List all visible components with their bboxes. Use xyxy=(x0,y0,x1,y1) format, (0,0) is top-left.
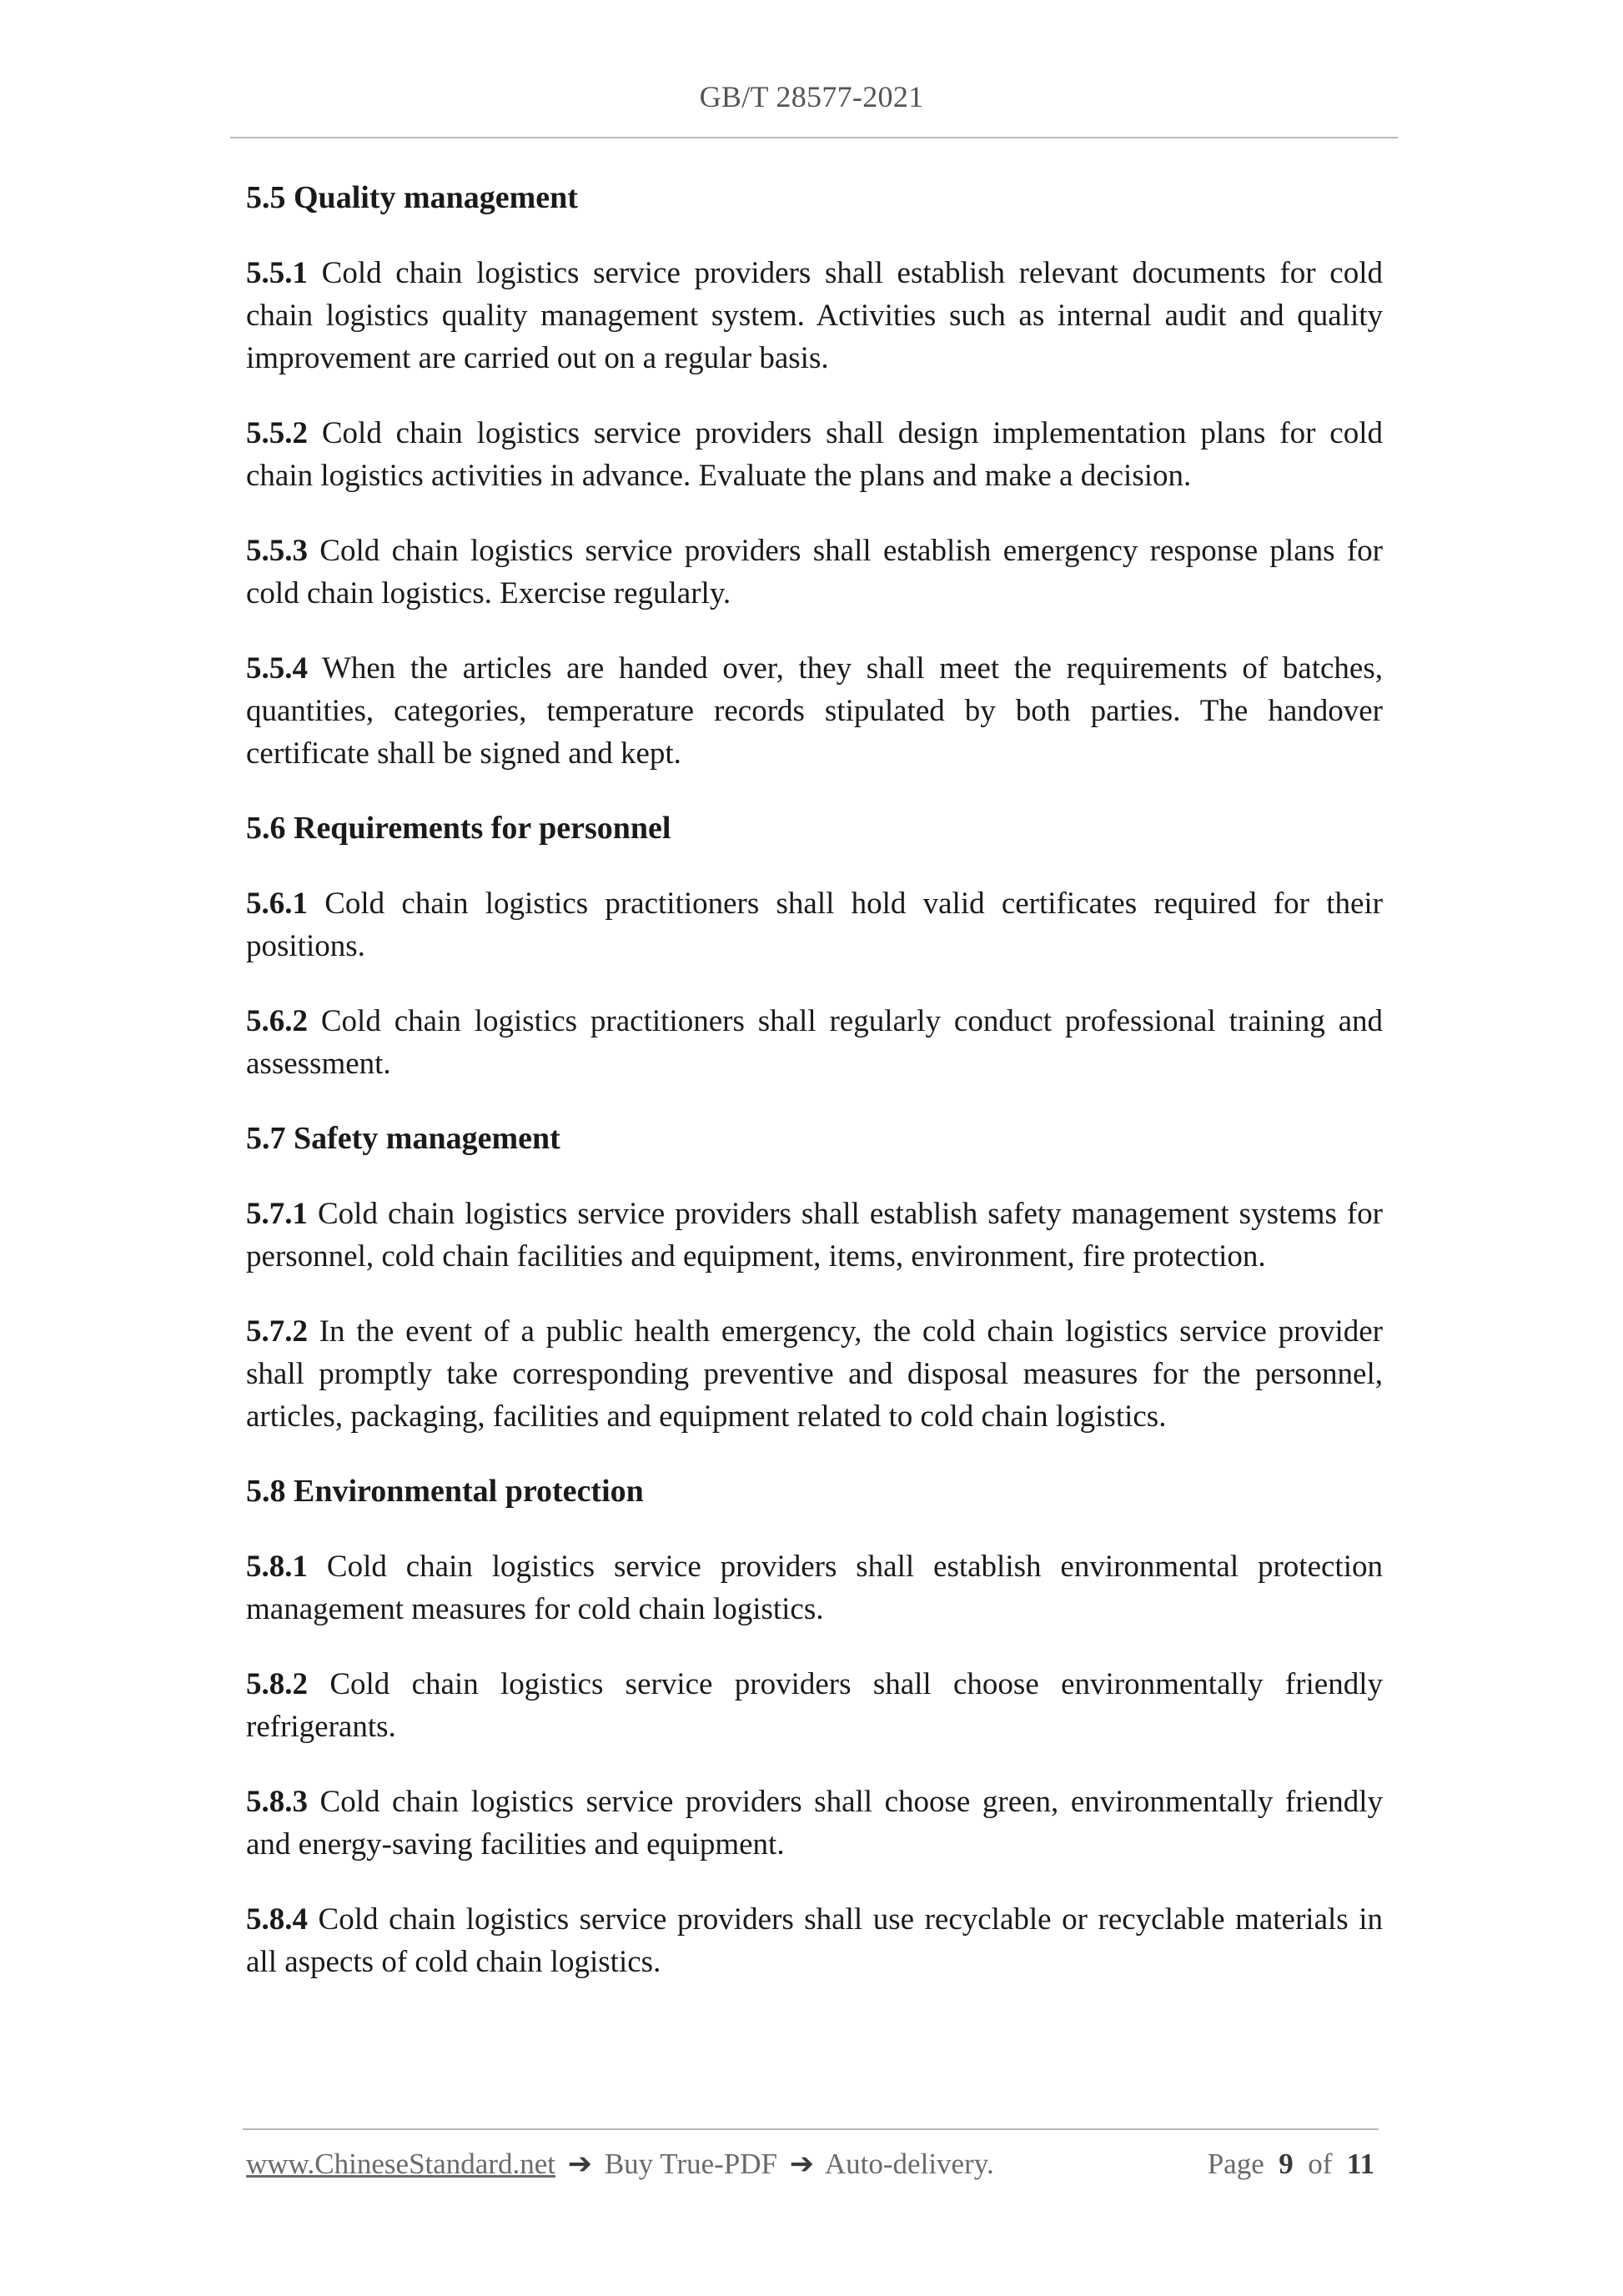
arrow-right-icon: ➔ xyxy=(789,2148,815,2180)
arrow-right-icon: ➔ xyxy=(567,2148,593,2180)
page-current: 9 xyxy=(1279,2148,1294,2180)
clause-5-5-4 xyxy=(246,647,1383,775)
clause-5-6-1 xyxy=(246,882,1383,967)
clause-5-5-1 xyxy=(246,252,1383,379)
site-link[interactable]: www.ChineseStandard.net xyxy=(246,2148,555,2180)
clause-number: 5.7.1 xyxy=(246,1197,308,1231)
clause-text: Cold chain logistics service providers shall design implementation plans for cold chain logistics activities in advance. Evaluate the plans and make a decision. xyxy=(246,416,1383,493)
clause-text: Cold chain logistics service providers shall establish relevant documents for cold chain logistics quality management system. Activities such as internal audit and quality improvement are carried out on a regular basis. xyxy=(246,256,1383,375)
clause-5-6-2 xyxy=(246,1000,1383,1085)
page-of-label: of xyxy=(1308,2148,1333,2180)
clause-number: 5.7.2 xyxy=(246,1314,308,1349)
auto-delivery-text: Auto-delivery. xyxy=(824,2148,994,2180)
clause-number: 5.8.2 xyxy=(246,1667,308,1701)
page-label: Page xyxy=(1207,2148,1264,2180)
clause-5-8-3 xyxy=(246,1781,1383,1866)
clause-number: 5.8.3 xyxy=(246,1785,308,1819)
section-heading-5-5: 5.5 Quality management xyxy=(246,180,578,215)
clause-5-7-1 xyxy=(246,1193,1383,1278)
clause-text: Cold chain logistics service providers shall establish emergency response plans for cold chain logistics. Exercise regularly. xyxy=(246,534,1383,610)
section-heading-5-8: 5.8 Environmental protection xyxy=(246,1474,644,1509)
clause-text: Cold chain logistics service providers shall choose green, environmentally friendly and energy-saving facilities and equipment. xyxy=(246,1785,1383,1861)
clause-number: 5.8.1 xyxy=(246,1550,308,1584)
section-heading-5-7: 5.7 Safety management xyxy=(246,1121,560,1156)
clause-number: 5.8.4 xyxy=(246,1902,308,1937)
document-header: GB/T 28577-2021 xyxy=(699,80,924,113)
clause-5-5-3 xyxy=(246,530,1383,615)
clause-text: Cold chain logistics service providers shall establish environmental protection management measures for cold chain logistics. xyxy=(246,1550,1383,1626)
clause-text: Cold chain logistics service providers shall use recyclable or recyclable materials in all aspects of cold chain logistics. xyxy=(246,1902,1383,1979)
footer-divider xyxy=(243,2128,1379,2130)
buy-true-pdf-text: Buy True-PDF xyxy=(604,2148,777,2180)
clause-number: 5.5.2 xyxy=(246,416,308,450)
clause-5-8-4 xyxy=(246,1898,1383,1983)
clause-text: Cold chain logistics practitioners shall hold valid certificates required for their positions. xyxy=(246,887,1383,963)
header-divider xyxy=(230,137,1398,138)
clause-text: In the event of a public health emergency, the cold chain logistics service provider shall promptly take corresponding preventive and disposal measures for the personnel, articles, packaging, facilities and equipment related to cold chain logistics. xyxy=(246,1314,1383,1434)
clause-number: 5.5.1 xyxy=(246,256,308,290)
clause-text: Cold chain logistics service providers shall choose environmentally friendly refrigerants. xyxy=(246,1667,1383,1744)
page-footer xyxy=(246,2148,1374,2181)
clause-5-5-2 xyxy=(246,412,1383,497)
clause-5-8-1 xyxy=(246,1545,1383,1630)
clause-number: 5.5.3 xyxy=(246,534,308,568)
page-indicator xyxy=(1208,2148,1374,2181)
clause-number: 5.6.1 xyxy=(246,887,308,921)
clause-5-8-2 xyxy=(246,1663,1383,1748)
clause-number: 5.6.2 xyxy=(246,1004,308,1038)
clause-number: 5.5.4 xyxy=(246,651,308,686)
page-total: 11 xyxy=(1346,2148,1374,2180)
clause-text: Cold chain logistics practitioners shall regularly conduct professional training and assessment. xyxy=(246,1004,1383,1081)
clause-text: When the articles are handed over, they shall meet the requirements of batches, quantities, categories, temperature records stipulated by both parties. The handover certificate shall be signed and kept. xyxy=(246,651,1383,771)
section-heading-5-6: 5.6 Requirements for personnel xyxy=(246,811,671,846)
clause-text: Cold chain logistics service providers shall establish safety management systems for personnel, cold chain facilities and equipment, items, environment, fire protection. xyxy=(246,1197,1383,1274)
clause-5-7-2 xyxy=(246,1310,1383,1438)
footer-promo xyxy=(246,2148,994,2181)
document-body xyxy=(246,177,1383,2016)
